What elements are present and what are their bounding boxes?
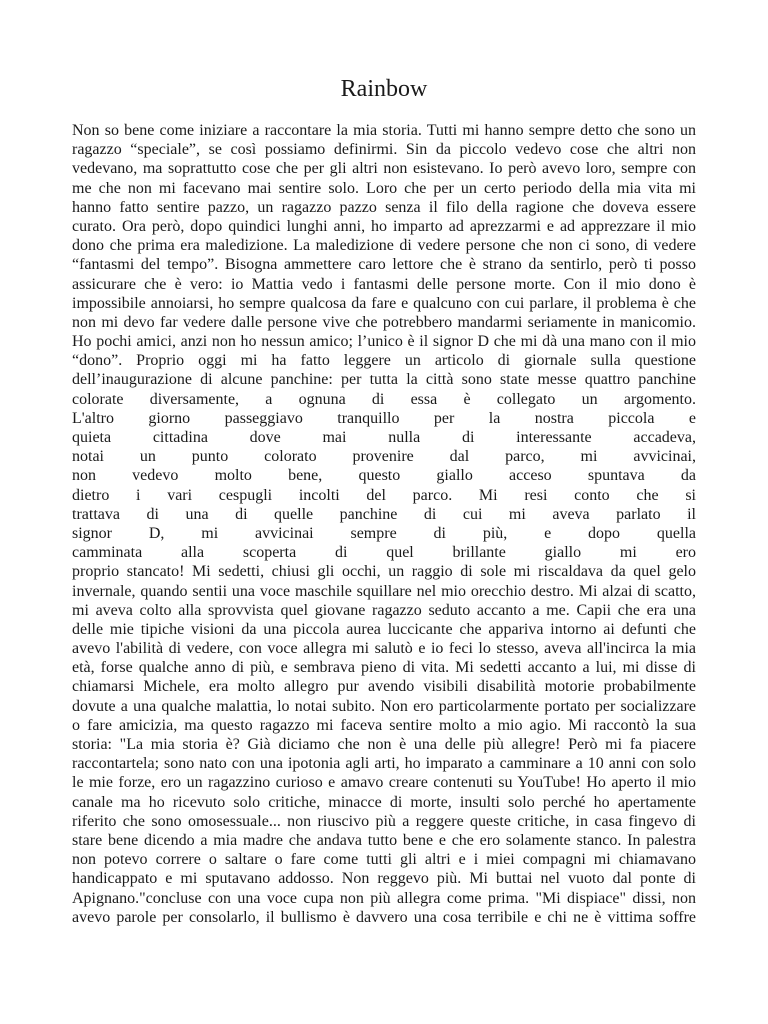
body-line: delle mie tipiche visioni da una piccola aurea luccicante che appariva intorno ai defunti che: [72, 620, 696, 638]
body-line: avevo l'abilità di vedere, con voce allegra mi salutò e io feci lo stesso, aveva all'incirca la mia: [72, 640, 696, 658]
body-line: proprio stancato! Mi sedetti, chiusi gli occhi, un raggio di sole mi riscaldava da quel gelo: [72, 563, 696, 581]
body-line: camminata alla scoperta di quel brillante giallo mi ero: [72, 544, 696, 562]
body-line: quieta cittadina dove mai nulla di interessante accadeva,: [72, 429, 696, 446]
body-line: dono che prima era maledizione. La maledizione di vedere persone che non ci sono, di vedere: [72, 237, 696, 255]
body-line: L'altro giorno passeggiavo tranquillo per la nostra piccola e: [72, 409, 696, 427]
body-line: vedevano, ma soprattutto cose che per gli altri non esistevano. Io però avevo loro, sempre con: [72, 160, 696, 178]
body-line: colorate diversamente, a ognuna di essa è collegato un argomento.: [72, 390, 696, 408]
body-line: avevo parole per consolarlo, il bullismo è davvero una cosa terribile e chi ne è vittima soffre: [72, 908, 696, 926]
body-line: o fare amicizia, ma questo ragazzo mi faceva sentire molto a mio agio. Mi raccontò la sua: [72, 716, 696, 734]
body-line: chiamarsi Michele, era molto allegro pur avendo visibili disabilità motorie probabilmente: [72, 678, 696, 696]
body-line: “dono”. Proprio oggi mi ha fatto leggere un articolo di giornale sulla questione: [72, 352, 696, 370]
body-line: Ho pochi amici, anzi non ho nessun amico; l’unico è il signor D che mi dà una mano con il mio: [72, 333, 696, 351]
body-line: raccontartela; sono nato con una ipotonia agli arti, ho imparato a camminare a 10 anni con solo: [72, 755, 696, 773]
body-line: trattava di una di quelle panchine di cui mi aveva parlato il: [72, 505, 696, 523]
body-line: stare bene dicendo a mia madre che andava tutto bene e che ero solamente stanco. In palestra: [72, 831, 696, 849]
body-line: dell’inaugurazione di alcune panchine: per tutta la città sono state messe quattro panchine: [72, 371, 696, 389]
body-line: dovute a una qualche malattia, lo notai subito. Non ero particolarmente portato per socializzare: [72, 697, 696, 715]
body-line: canale ma ho ricevuto solo critiche, minacce di morte, insulti solo perché ho apertamente: [72, 793, 696, 811]
body-line: età, forse qualche anno di più, e sembrava pieno di vita. Mi sedetti accanto a lui, mi disse di: [72, 659, 696, 677]
body-line: invernale, quando sentii una voce maschile squillare nel mio orecchio destro. Mi alzai di scatto,: [72, 582, 696, 600]
body-line: non potevo correre o saltare o fare come tutti gli altri e i miei compagni mi chiamavano: [72, 851, 696, 869]
body-line: Apignano."concluse con una voce cupa non più allegra come prima. "Mi dispiace" dissi, non: [72, 889, 696, 907]
body-line: le mie forze, ero un ragazzino curioso e amavo creare contenuti su YouTube! Ho aperto il mio: [72, 774, 696, 792]
body-line: ragazzo “speciale”, se così possiamo definirmi. Sin da piccolo vedevo cose che altri non: [72, 141, 696, 159]
body-line: dietro i vari cespugli incolti del parco. Mi resi conto che si: [72, 486, 696, 504]
body-line: signor D, mi avvicinai sempre di più, e dopo quella: [72, 524, 696, 542]
body-line: “fantasmi del tempo”. Bisogna ammettere caro lettore che è strano da sentirlo, però ti posso: [72, 256, 696, 274]
body-line: me che non mi facevano mai sentire solo. Loro che per un certo periodo della mia vita mi: [72, 179, 696, 197]
body-line: hanno fatto sentire pazzo, un ragazzo pazzo senza il filo della ragione che doveva essere: [72, 198, 696, 216]
body-line: storia: "La mia storia è? Già diciamo che non è una delle più allegre! Però mi fa piacere: [72, 736, 696, 753]
body-line: Non so bene come iniziare a raccontare la mia storia. Tutti mi hanno sempre detto che sono un: [72, 122, 696, 139]
body-line: mi aveva colto alla sprovvista quel giovane ragazzo seduto accanto a me. Capii che era una: [72, 601, 696, 619]
body-line: non mi devo far vedere dalle persone vive che potrebbero mandarmi seriamente in manicomio.: [72, 313, 696, 331]
document-body: [72, 121, 696, 927]
body-line: notai un punto colorato provenire dal parco, mi avvicinai,: [72, 448, 696, 466]
body-line: handicappato e mi sputavano addosso. Non reggevo più. Mi buttai nel vuoto dal ponte di: [72, 870, 696, 888]
body-line: curato. Ora però, dopo quindici lunghi anni, ho imparto ad aprezzarmi e ad apprezzare il mio: [72, 217, 696, 235]
body-line: riferito che sono omosessuale... non riuscivo più a reggere queste critiche, in casa fingevo di: [72, 812, 696, 830]
body-line: non vedevo molto bene, questo giallo acceso spuntava da: [72, 467, 696, 485]
body-line: assicurare che è vero: io Mattia vedo i fantasmi delle persone morte. Con il mio dono è: [72, 275, 696, 293]
document-title: Rainbow: [340, 76, 428, 102]
body-line: impossibile annoiarsi, ho sempre qualcosa da fare e qualcuno con cui parlare, il problema è che: [72, 294, 696, 312]
